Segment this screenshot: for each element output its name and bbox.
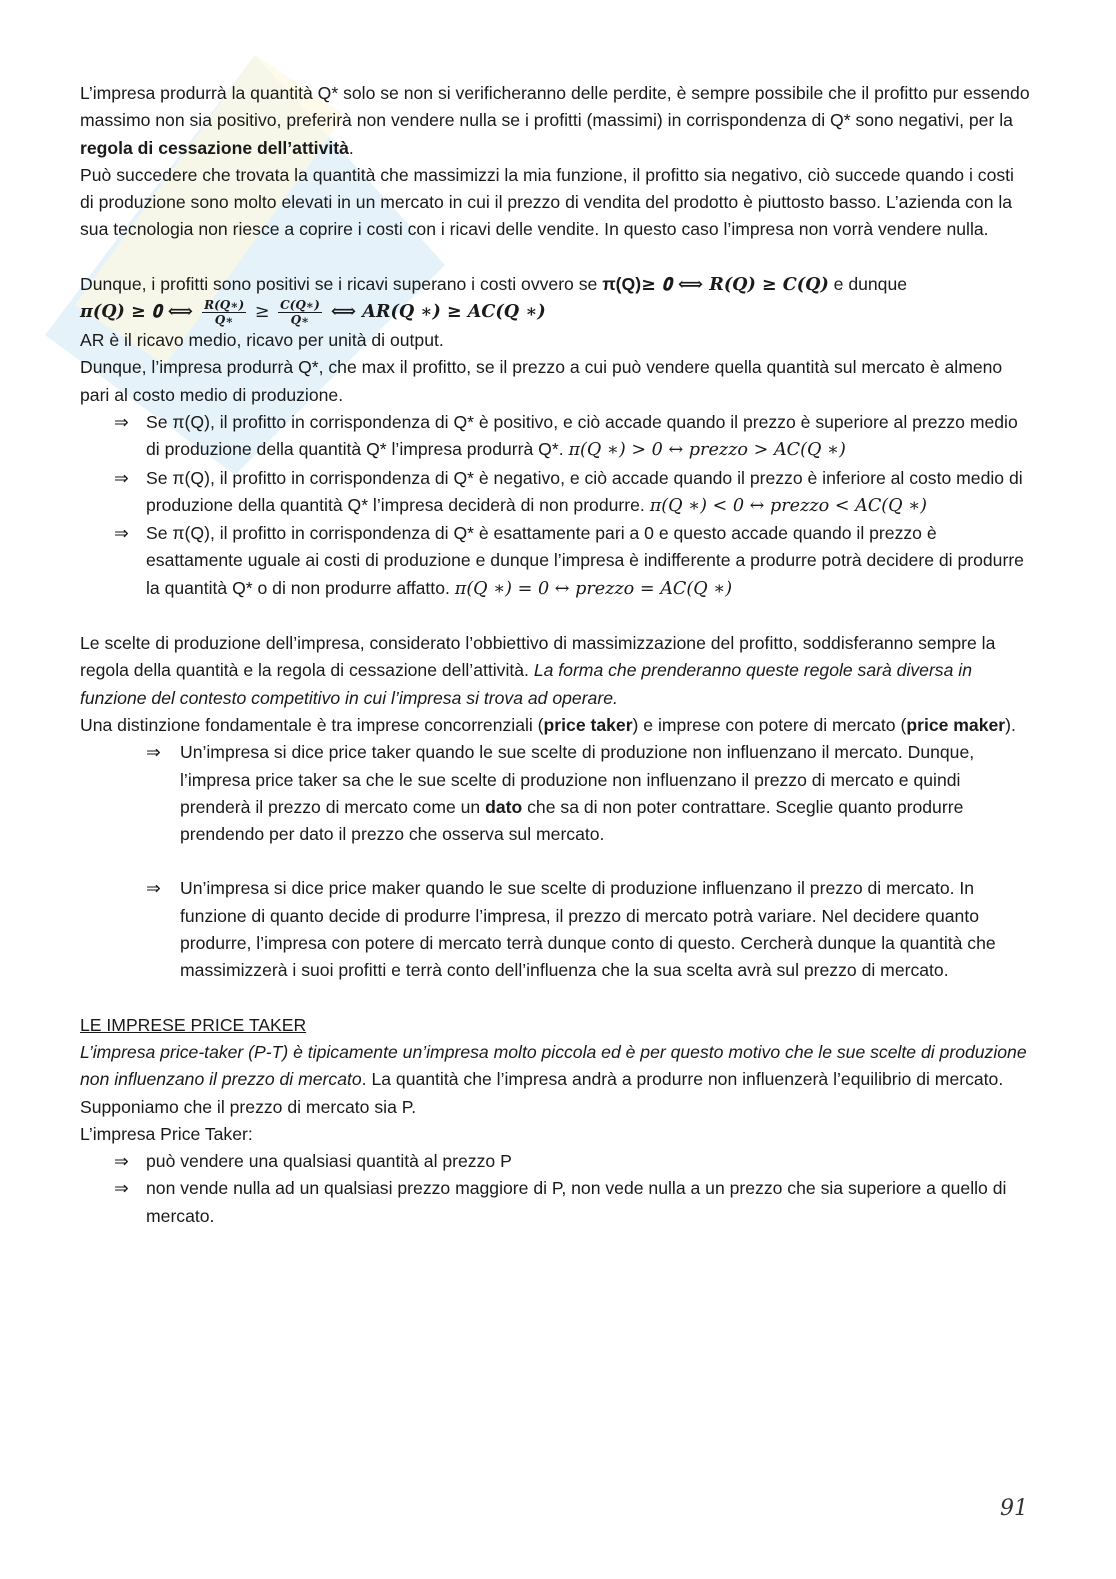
list-item: ⇒ Se π(Q), il profitto in corrispondenza di Q* è esattamente pari a 0 e questo accade quando il prezzo è esattamente uguale ai costi di produzione e dunque l’impresa è indifferente a produrre potrà decidere di produrre la quantità Q* o di non produrre affatto. π(Q ∗) = 0 ↔ prezzo = AC(Q ∗) [80,520,1030,603]
paragraph-production-choices: Le scelte di produzione dell’impresa, considerato l’obbiettivo di massimizzazione del profitto, soddisferanno sempre la regola della quantità e la regola di cessazione dell’attività. La forma che prenderanno queste regole sarà diversa in funzione del contesto competitivo in cui l’impresa si trova ad operare. [80,633,996,708]
paragraph-market-price: Supponiamo che il prezzo di mercato sia P. [80,1096,417,1117]
list-item: ⇒ Un’impresa si dice price maker quando le sue scelte di produzione influenzano il prezzo di mercato. In funzione di quanto decide di produrre l’impresa, il prezzo di mercato potrà variare. Nel decidere quanto produrre, l’impresa con potere di mercato terrà dunque conto di questo. Cercherà dunque la quantità che massimizzerà i suoi profitti e terrà conto dell’influenza che la sua scelta avrà sul prezzo di mercato. [80,875,1030,984]
arrow-icon: ⇒ [114,467,129,488]
formula-case-zero: π(Q ∗) = 0 ↔ prezzo = AC(Q ∗) [454,578,733,599]
paragraph-profit-condition: Dunque, i profitti sono positivi se i ricavi superano i costi ovvero se π(Q)≥ 𝟎 ⟺ 𝑹(𝑸) ≥ 𝑪(𝑸) e dunque 𝝅(𝑸) ≥ 𝟎 ⟺ $\frac{\text{𝑹(𝑸∗)}}{\text{𝑸∗}}$ ≥ $\frac{\text{𝑪(𝑸∗)}}{\text{𝑸∗}}$ ⟺ 𝑨𝑹(𝑸 ∗) ≥ 𝑨𝑪(𝑸 ∗) [80,273,908,328]
bold-term-cessation-rule: regola di cessazione dell’attività [80,137,349,158]
list-item: ⇒ può vendere una qualsiasi quantità al prezzo P [80,1148,1030,1175]
formula-profit-nonneg: 𝝅(𝑸) ≥ 𝟎 ⟺ [80,301,200,323]
paragraph-cessation-rule: L’impresa produrrà la quantità Q* solo se non si verificheranno delle perdite, è sempre possibile che il profitto pur essendo massimo non sia positivo, preferirà non vendere nulla se i profitti (massimi) in corrispondenza di Q* sono negativi, per la regola di cessazione dell’attività. [80,83,1030,158]
arrow-icon: ⇒ [114,523,129,544]
formula-case-positive: π(Q ∗) > 0 ↔ prezzo > AC(Q ∗) [568,440,846,461]
list-item: ⇒ Un’impresa si dice price taker quando le sue scelte di produzione non influenzano il mercato. Dunque, l’impresa price taker sa che le sue scelte di produzione non influenzano il prezzo di mercato e quindi prenderà il prezzo di mercato come un dato che sa di non poter contrattare. Sceglie quanto produrre prendendo per dato il prezzo che osserva sul mercato. [80,739,1030,848]
fraction-average-cost: $\frac{\text{𝑪(𝑸∗)}}{\text{𝑸∗}}$ [280,298,320,328]
paragraph-production-condition: Dunque, l’impresa produrrà Q*, che max il profitto, se il prezzo a cui può vendere quella quantità sul mercato è almeno pari al costo medio di produzione. [80,357,1003,405]
paragraph-ar-definition: AR è il ricavo medio, ricavo per unità di output. [80,330,444,351]
paragraph-price-taker-label: L’impresa Price Taker: [80,1123,253,1144]
list-item: ⇒ Se π(Q), il profitto in corrispondenza di Q* è negativo, e ciò accade quando il prezzo è inferiore al costo medio di produzione della quantità Q* l’impresa deciderà di non produrre. π(Q ∗) < 0 ↔ prezzo < AC(Q ∗) [80,465,1030,521]
arrow-icon: ⇒ [146,878,161,899]
formula-ar-ac: ⟺ 𝑨𝑹(𝑸 ∗) ≥ 𝑨𝑪(𝑸 ∗) [324,301,546,323]
paragraph-price-taker-maker: Una distinzione fondamentale è tra imprese concorrenziali (price taker) e imprese con potere di mercato (price maker). [80,714,1016,735]
profit-cases-list [80,409,1030,603]
list-item: ⇒ non vende nulla ad un qualsiasi prezzo maggiore di P, non vede nulla a un prezzo che sia superiore a quello di mercato. [80,1175,1030,1230]
paragraph-price-taker-intro: L’impresa price-taker (P-T) è tipicamente un’impresa molto piccola ed è per questo motivo che le sue scelte di produzione non influenzano il prezzo di mercato. La quantità che l’impresa andrà a produrre non influenzerà l’equilibrio di mercato. [80,1041,1027,1090]
formula-revenue-cost: ≥ 𝟎 ⟺ 𝑹(𝑸) ≥ 𝑪(𝑸) [641,273,829,295]
section-heading: LE IMPRESE PRICE TAKER [80,1014,307,1035]
formula-pi-q: π(Q) [602,273,642,294]
formula-case-negative: π(Q ∗) < 0 ↔ prezzo < AC(Q ∗) [649,495,928,516]
arrow-icon: ⇒ [114,1178,129,1199]
arrow-icon: ⇒ [114,1151,129,1172]
price-taker-properties-list [80,1148,1030,1230]
bold-term-price-taker: price taker [543,714,633,735]
arrow-icon: ⇒ [114,411,129,432]
arrow-icon: ⇒ [146,742,161,763]
list-item: ⇒ Se π(Q), il profitto in corrispondenza di Q* è positivo, e ciò accade quando il prezzo è superiore al prezzo medio di produzione della quantità Q* l’impresa produrrà Q*. π(Q ∗) > 0 ↔ prezzo > AC(Q ∗) [80,409,1030,465]
fraction-average-revenue: $\frac{\text{𝑹(𝑸∗)}}{\text{𝑸∗}}$ [204,298,245,328]
price-taker-maker-list [80,739,1030,984]
paragraph-negative-profit: Può succedere che trovata la quantità che massimizzi la mia funzione, il profitto sia negativo, ciò succede quando i costi di produzione sono molto elevati in un mercato in cui il prezzo di vendita del prodotto è piuttosto basso. L’azienda con la sua tecnologia non riesce a coprire i costi con i ricavi delle vendite. In questo caso l’impresa non vorrà vendere nulla. [80,164,1014,240]
page-number: 91 [1000,1496,1028,1521]
bold-term-dato: dato [485,796,523,817]
bold-term-price-maker: price maker [906,714,1006,735]
document-page [80,80,1030,1230]
